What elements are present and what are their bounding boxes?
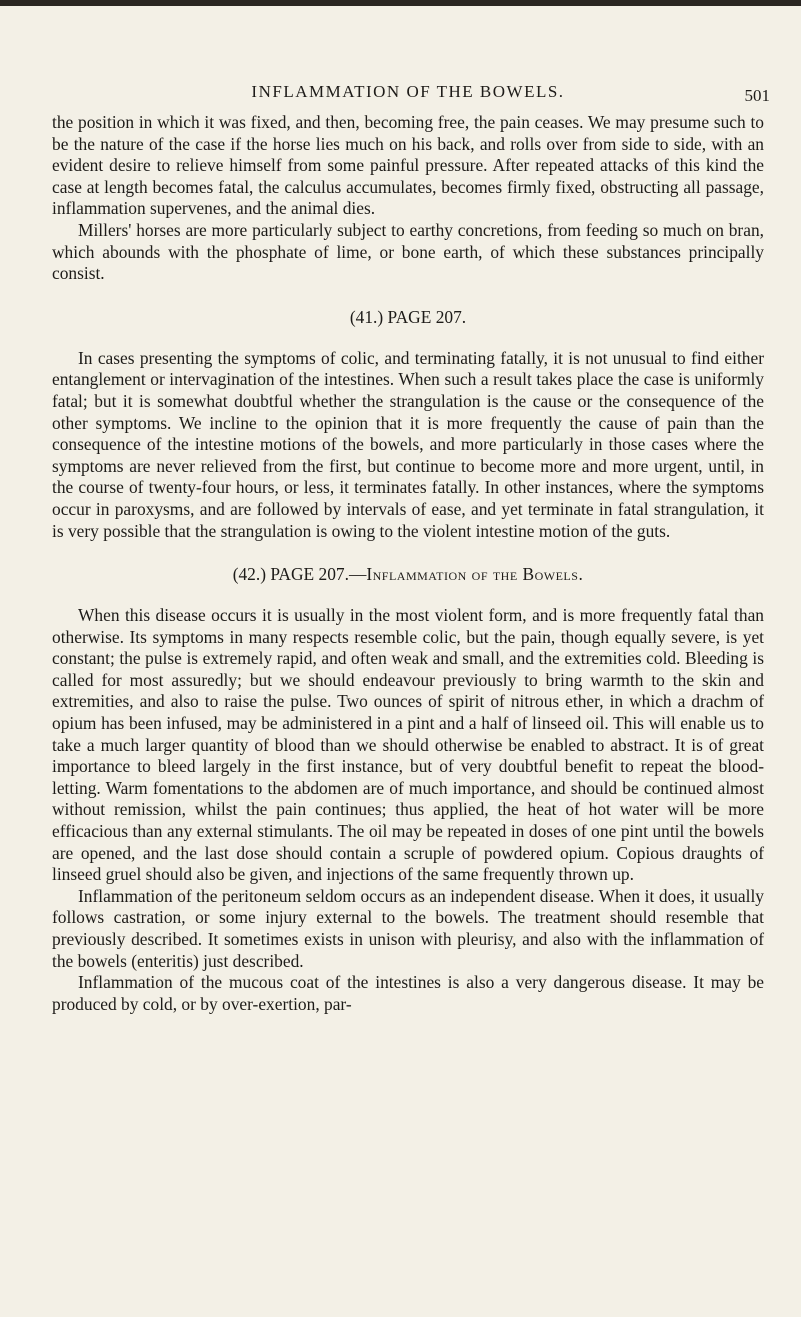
intro-paragraph-2: Millers' horses are more particularly subject to earthy concretions, from feeding so much on bran, which abounds with the phosphate of lime, or bone earth, of which these substances principally consist. [52,219,764,284]
section-42-paragraph-2: Inflammation of the peritoneum seldom occurs as an independent disease. When it does, it usually follows castration, or some injury external to the bowels. The treatment should resemble that previously described. It sometimes exists in unison with pleurisy, and also with the inflammation of the bowels (enteritis) just described. [52,885,764,971]
book-page [52,82,770,1015]
section-41-paragraph: In cases presenting the symptoms of colic, and terminating fatally, it is not unusual to find either entanglement or intervagination of the intestines. When such a result takes place the case is uniformly fatal; but it is somewhat doubtful whether the strangulation is the cause or the consequence of the other symptoms. We incline to the opinion that it is more frequently the cause of pain than the consequence of the intestine motions of the bowels, and more particularly in those cases where the symptoms are never relieved from the first, but continue to become more and more urgent, until, in the course of twenty-four hours, or less, it terminates fatally. In other instances, where the symptoms occur in paroxysms, and are followed by intervals of ease, and yet terminate in fatal strangulation, it is very possible that the strangulation is owing to the violent intestine motion of the guts. [52,347,764,541]
section-42-paragraph-3: Inflammation of the mucous coat of the intestines is also a very dangerous disease. It may be produced by cold, or by over-exertion, par- [52,972,764,1014]
section-42-heading-prefix: (42.) PAGE 207.— [232,564,367,585]
section-42-paragraph-1: When this disease occurs it is usually in the most violent form, and is more frequently fatal than otherwise. Its symptoms in many respects resemble colic, but the pain, though equally severe, is yet constant; the pulse is extremely rapid, and often weak and small, and the extremities cold. Bleeding is called for most assuredly; but we should endeavour previously to bring warmth to the skin and extremities, and also to raise the pulse. Two ounces of spirit of nitrous ether, in which a drachm of opium has been infused, may be administered in a pint and a half of linseed oil. This will enable us to take a much larger quantity of blood than we should otherwise be enabled to abstract. It is of great importance to bleed largely in the first instance, but of very doubtful benefit to repeat the blood-letting. Warm fomentations to the abdomen are of much importance, and should be continued almost without remission, whilst the pain continues; thus applied, the heat of hot water will be more efficacious than any external stimulants. The oil may be repeated in doses of one pint until the bowels are opened, and the last dose should contain a scruple of powdered opium. Copious draughts of linseed gruel should also be given, and injections of the same frequently thrown up. [52,605,764,885]
intro-paragraph-1: the position in which it was fixed, and then, becoming free, the pain ceases. We may presume such to be the nature of the case if the horse lies much on his back, and rolls over from side to side, with an evident desire to relieve himself from some painful pressure. After repeated attacks of this kind the case at length becomes fatal, the calculus accumulates, becomes firmly fixed, obstructing all passage, inflammation supervenes, and the animal dies. [52,112,764,219]
page-top-edge [0,0,801,6]
running-title: INFLAMMATION OF THE BOWELS. [251,82,565,101]
page-header [52,82,770,112]
page-number: 501 [744,86,770,105]
section-41-heading: (41.) PAGE 207. [349,306,467,327]
section-42-heading [52,564,764,585]
section-42-heading-title: Inflammation of the Bowels. [366,564,584,585]
